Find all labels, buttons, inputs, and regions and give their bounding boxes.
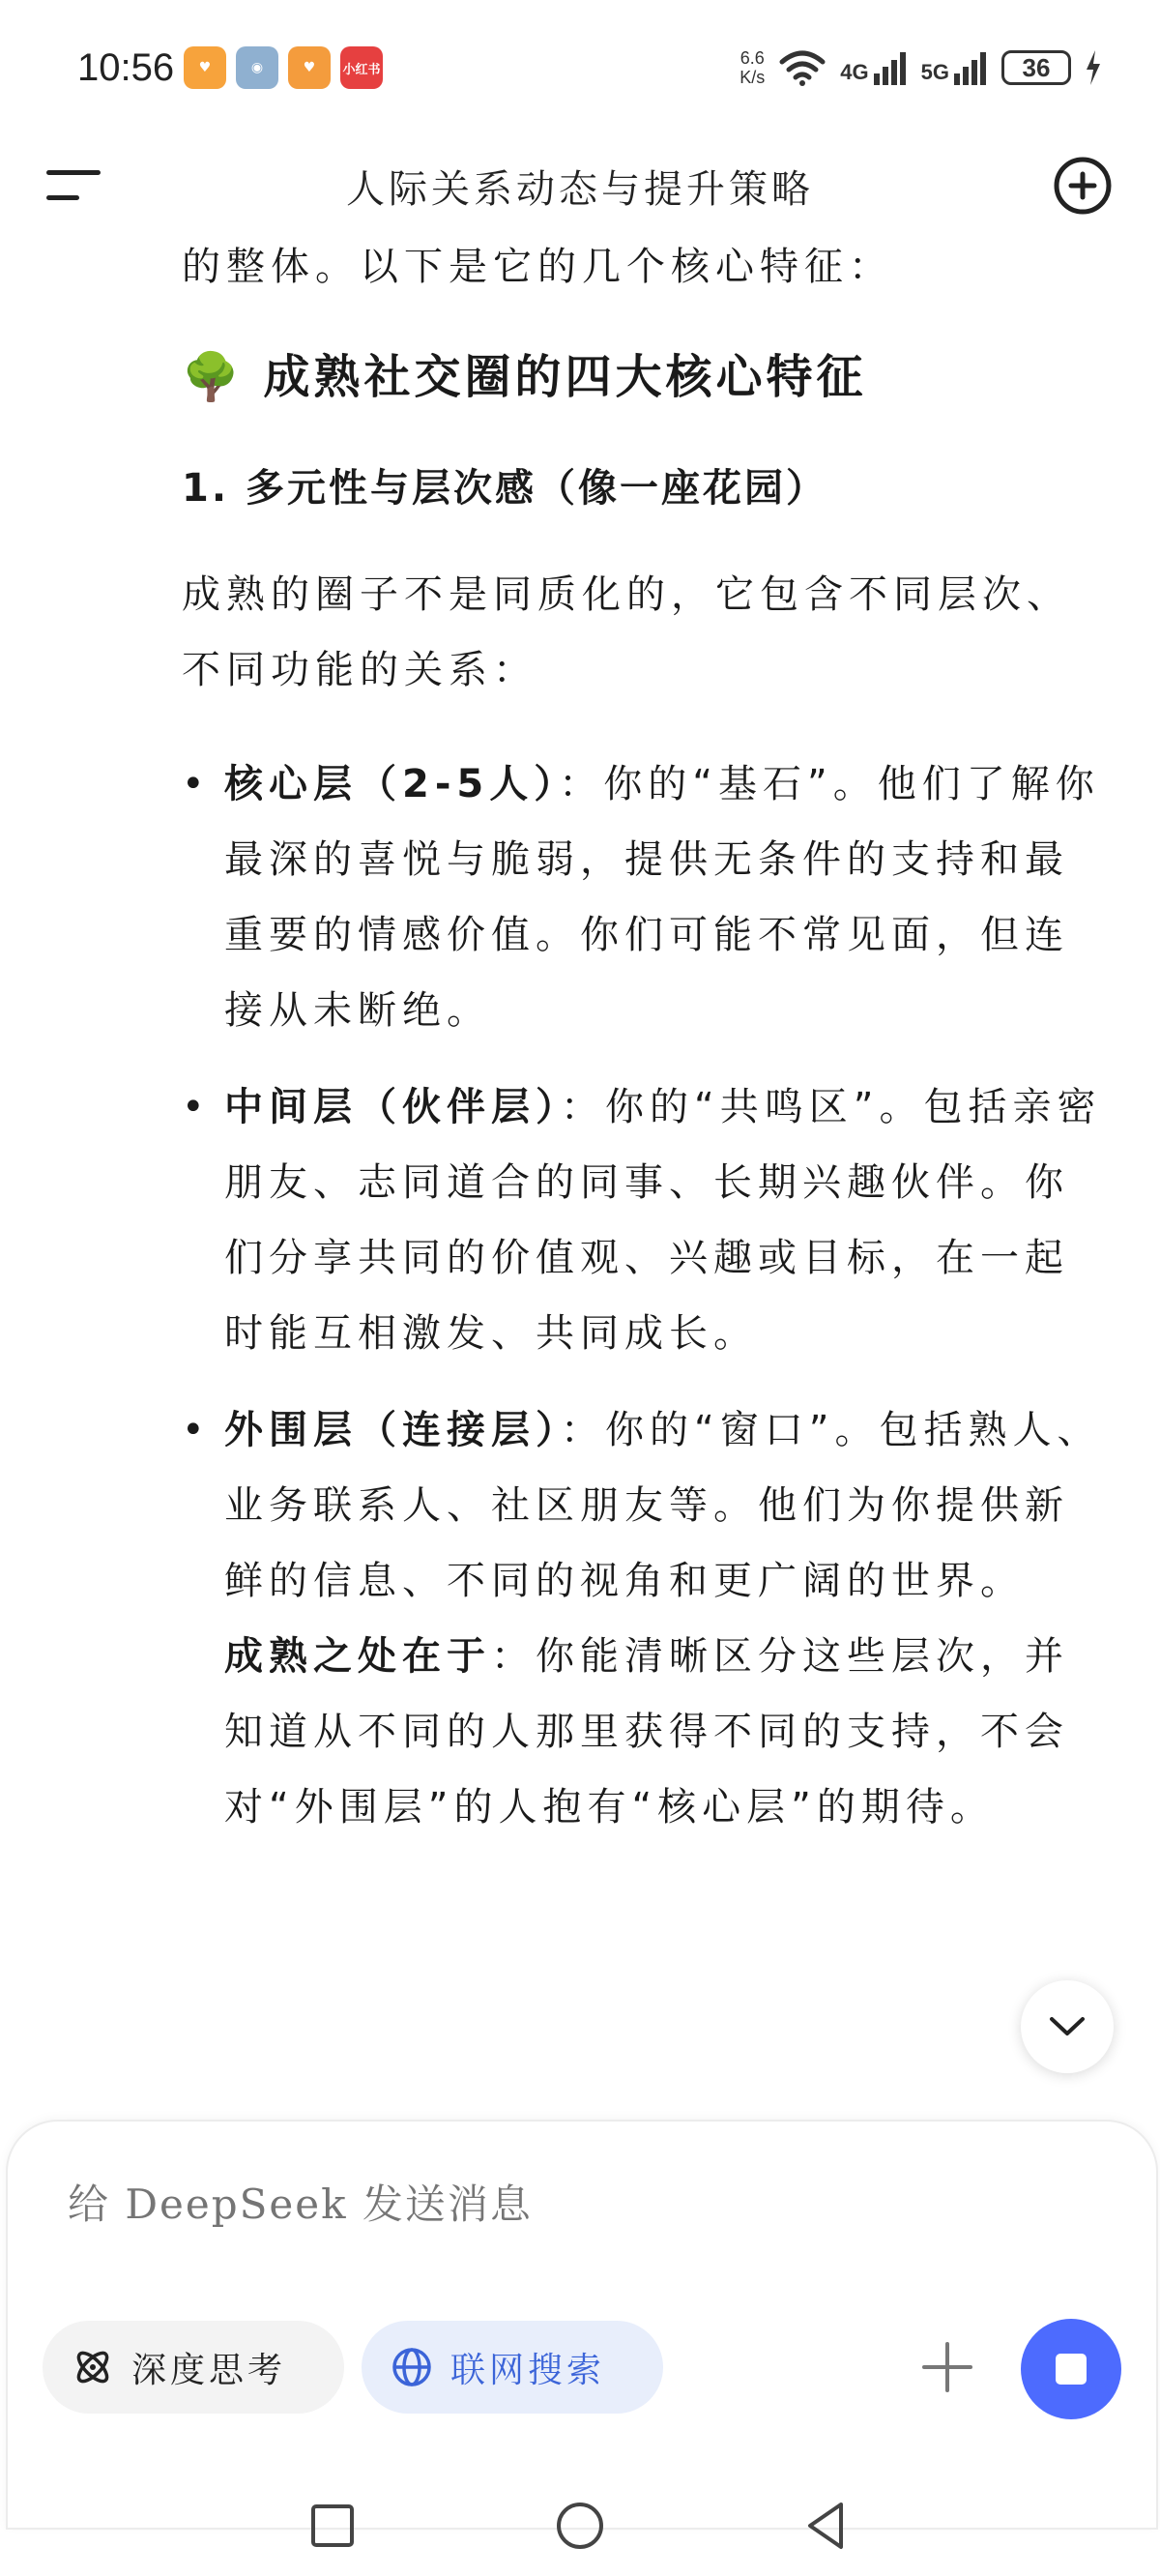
list-item-title: 中间层（伙伴层）: [224, 1085, 561, 1129]
app-header: [0, 135, 1160, 232]
chevron-down-icon: [1048, 2015, 1087, 2038]
heart-app-icon: ♥: [184, 46, 226, 89]
new-chat-icon[interactable]: [1052, 155, 1114, 217]
mature-label: 成熟之处在于: [224, 1634, 491, 1679]
scroll-to-bottom-button[interactable]: [1021, 1980, 1114, 2073]
charging-bolt-icon: [1085, 50, 1102, 85]
list-item: • 核心层（2-5人）：你的“基石”。他们了解你最深的喜悦与脆弱，提供无条件的支持和最重要的情感价值。你们可能不常见面，但连接从未断绝。: [182, 762, 1100, 1033]
home-icon[interactable]: [551, 2497, 609, 2555]
status-bar: [0, 0, 1160, 135]
notification-icons: [184, 46, 383, 89]
back-icon[interactable]: [797, 2497, 855, 2555]
page-title: 人际关系动态与提升策略: [346, 167, 814, 212]
list-item-title: 核心层（2-5人）: [224, 762, 560, 806]
signal-5g-icon: 5G: [921, 50, 988, 85]
message-input[interactable]: [66, 2180, 1036, 2229]
atom-icon: [72, 2346, 114, 2388]
battery-icon: 36: [1001, 50, 1071, 85]
heart-app-icon: ♥: [288, 46, 331, 89]
xiaohongshu-app-icon: 小红书: [340, 46, 383, 89]
intro-text: 的整体。以下是它的几个核心特征：: [182, 245, 893, 289]
list-item: • 外围层（连接层）：你的“窗口”。包括熟人、业务联系人、社区朋友等。他们为你提供新鲜的信息、不同的视角和更广阔的世界。 成熟之处在于：你能清晰区分这些层次，并知道从不同的人那里获得不同的支持，不会对“外围层”的人抱有“核心层”的期待。: [182, 1408, 1102, 1830]
deep-think-toggle[interactable]: [43, 2321, 344, 2414]
web-search-label: 联网搜索: [450, 2350, 606, 2390]
web-search-toggle[interactable]: [362, 2321, 663, 2414]
list-item-text: ：你的“窗口”。包括熟人、业务联系人、社区朋友等。他们为你提供新鲜的信息、不同的视角和更广阔的世界。: [224, 1408, 1102, 1603]
stop-icon: [1056, 2354, 1087, 2385]
signal-4g-icon: 4G: [840, 50, 907, 85]
net-speed: 6.6 K/s: [740, 48, 766, 87]
recent-apps-icon[interactable]: [304, 2497, 362, 2555]
layers-list: [182, 746, 1110, 1845]
subheading: 1. 多元性与层次感（像一座花园）: [182, 466, 827, 511]
status-indicators: [740, 48, 1102, 87]
owl-app-icon: ◉: [236, 46, 278, 89]
attach-plus-icon[interactable]: [916, 2336, 978, 2398]
message-composer: [6, 2120, 1158, 2530]
chat-message-content: [182, 232, 1110, 1866]
list-item: • 中间层（伙伴层）：你的“共鸣区”。包括亲密朋友、志同道合的同事、长期兴趣伙伴。你们分享共同的价值观、兴趣或目标，在一起时能互相激发、共同成长。: [182, 1085, 1102, 1356]
tree-emoji-icon: 🌳: [182, 350, 244, 404]
deep-think-label: 深度思考: [131, 2350, 287, 2390]
section-heading-text: 成熟社交圈的四大核心特征: [263, 350, 867, 404]
list-item-text: ：你的“基石”。他们了解你最深的喜悦与脆弱，提供无条件的支持和最重要的情感价值。你们可能不常见面，但连接从未断绝。: [224, 762, 1100, 1033]
section-heading: [182, 338, 1110, 416]
paragraph: 成熟的圈子不是同质化的，它包含不同层次、不同功能的关系：: [182, 572, 1071, 692]
list-item-title: 外围层（连接层）: [224, 1408, 561, 1452]
wifi-icon: [778, 48, 826, 87]
list-item-text: ：你的“共鸣区”。包括亲密朋友、志同道合的同事、长期兴趣伙伴。你们分享共同的价值观、兴趣或目标，在一起时能互相激发、共同成长。: [224, 1085, 1102, 1356]
stop-generating-button[interactable]: [1021, 2319, 1121, 2419]
status-time: 10:56: [77, 46, 175, 89]
mature-text: ：你能清晰区分这些层次，并知道从不同的人那里获得不同的支持，不会对“外围层”的人抱有“核心层”的期待。: [224, 1634, 1069, 1830]
system-nav-bar: [0, 2475, 1160, 2576]
globe-icon: [391, 2346, 433, 2388]
